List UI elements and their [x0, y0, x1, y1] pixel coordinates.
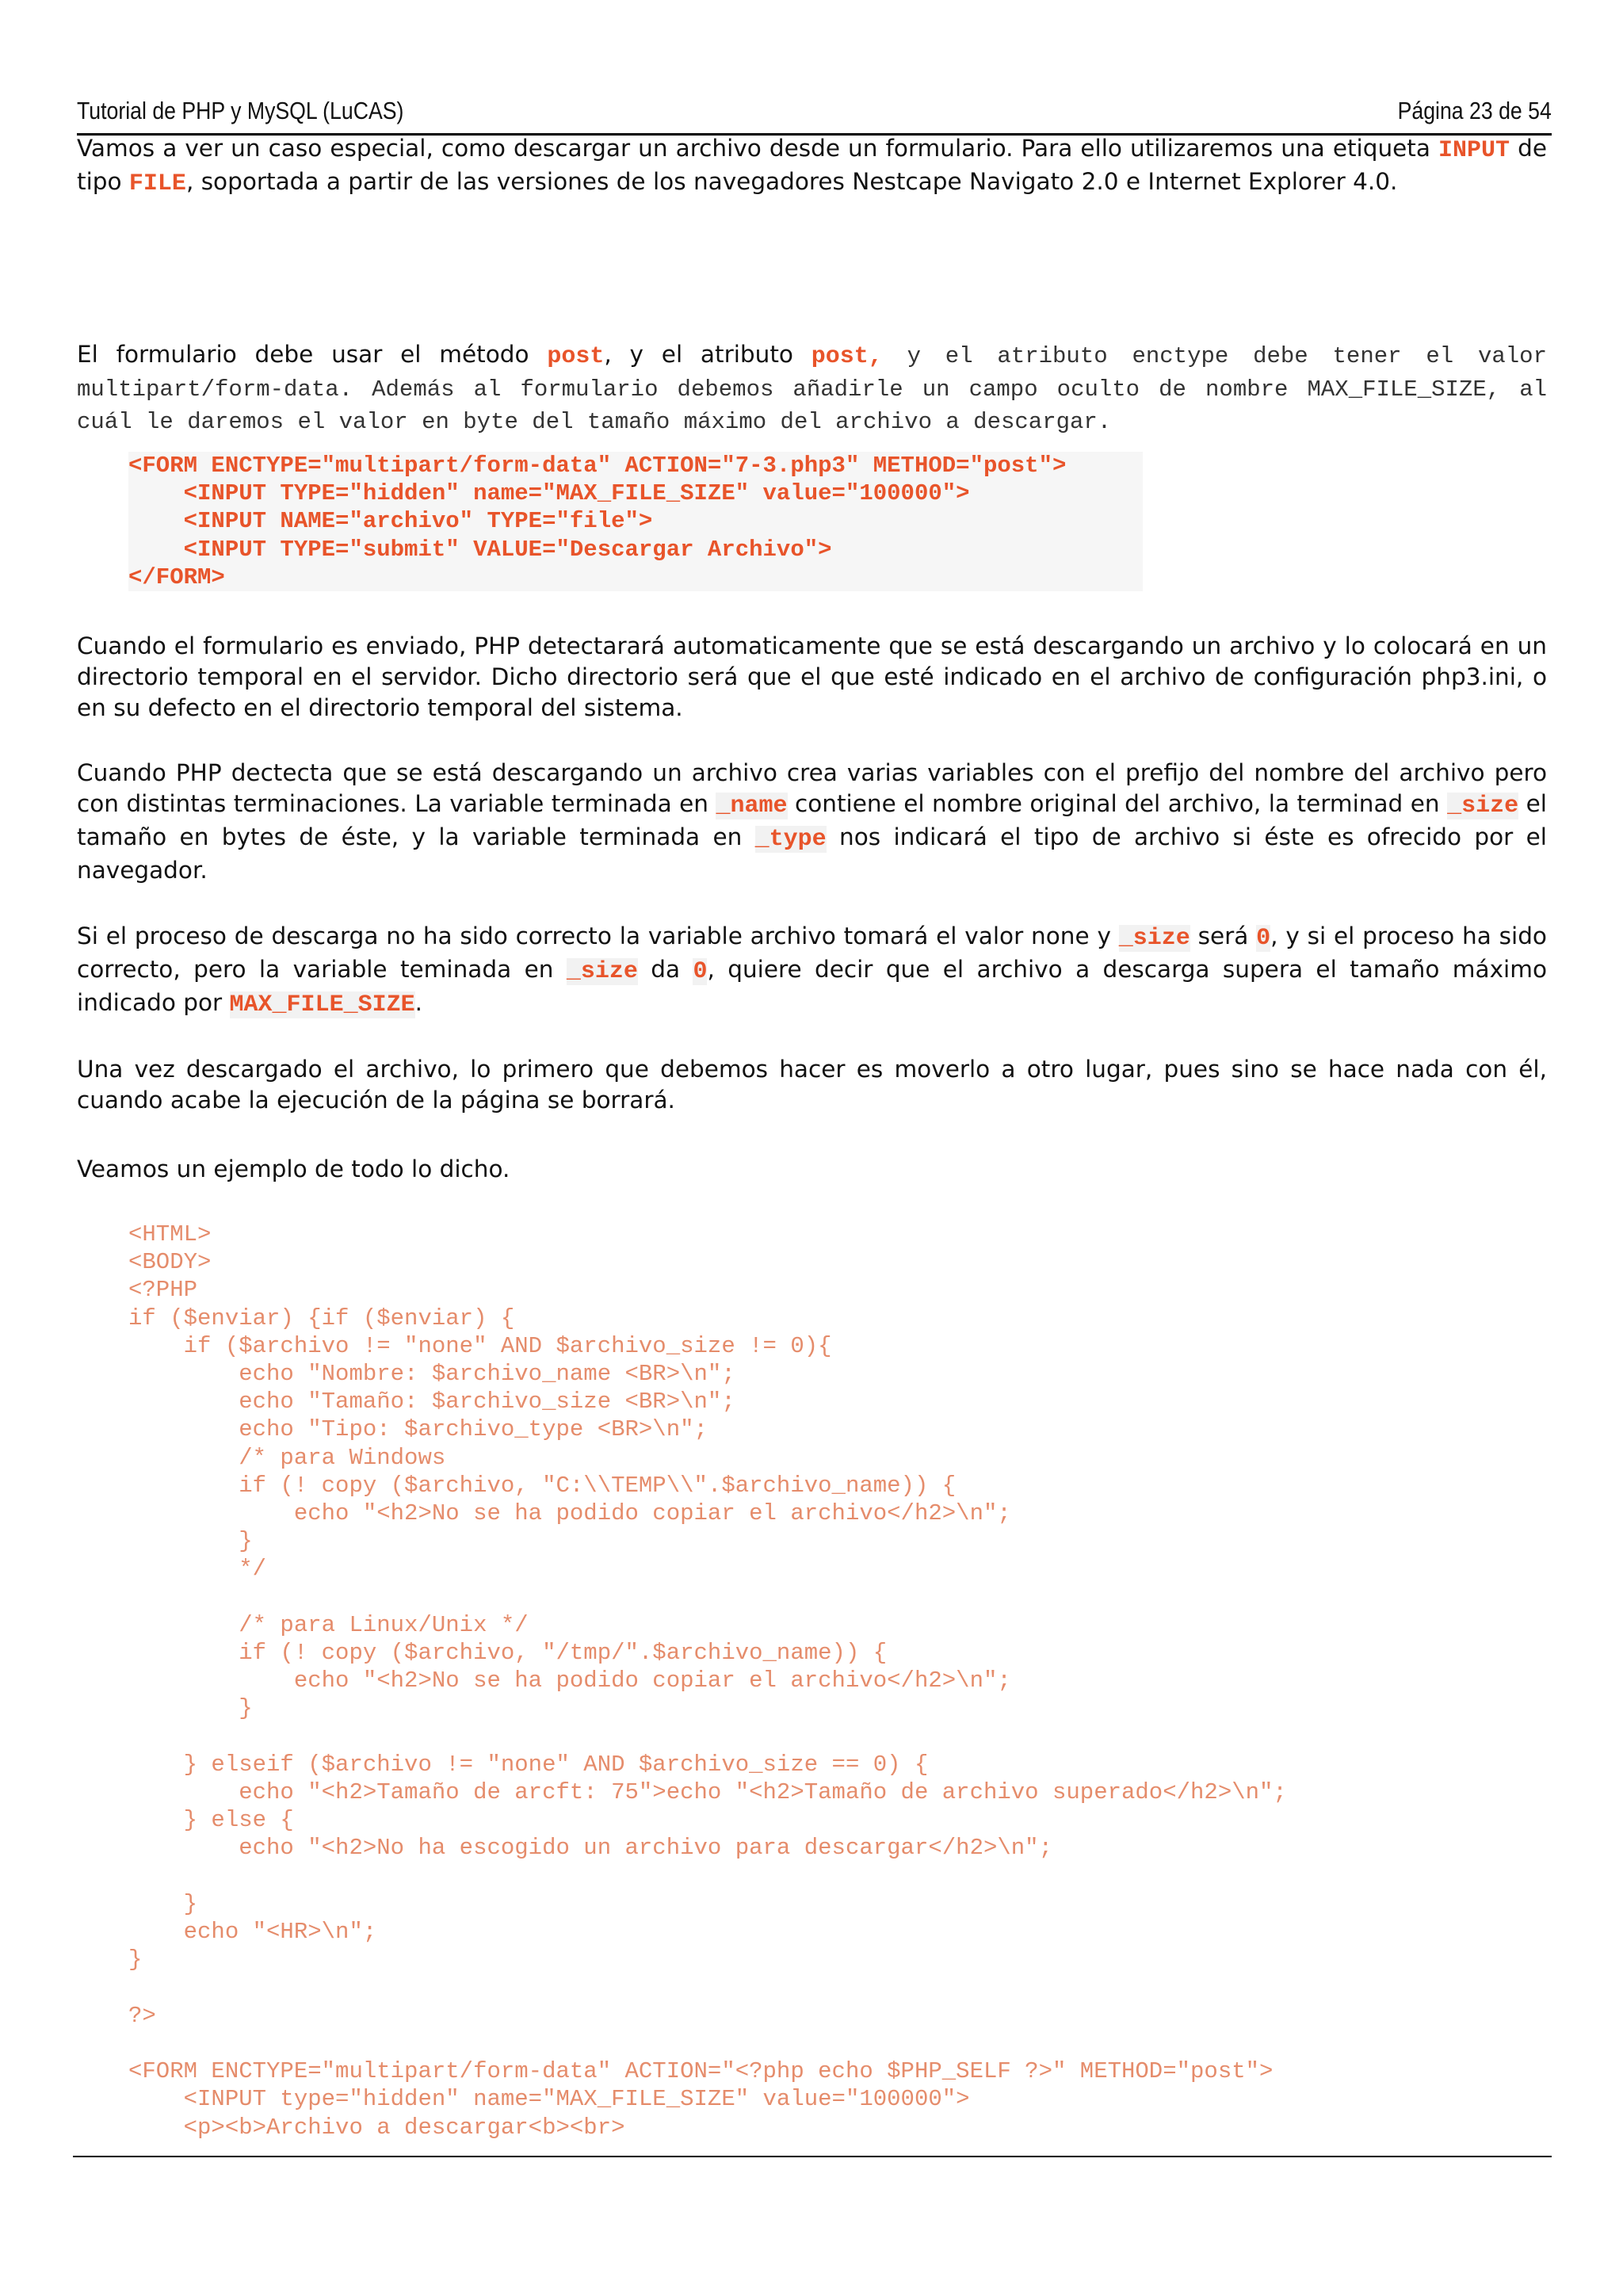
code-line: if ($enviar) {if ($enviar) {: [128, 1305, 515, 1331]
text: El formulario debe usar el método: [77, 341, 548, 368]
code-line: } elseif ($archivo != "none" AND $archivo_size == 0) {: [128, 1751, 929, 1778]
keyword-size: _size: [1118, 925, 1190, 952]
code-line: /* para Windows: [128, 1444, 446, 1471]
mono-text: y el atributo enctype debe tener el valor multipart/form-data. Además al formulario debemos añadirle un campo oculto de nombre MAX_FILE_SIZE, al cuál le daremos el valor en byte del tamaño máximo del archivo a descargar.: [77, 343, 1547, 435]
code-line: <p><b>Archivo a descargar<b><br>: [128, 2114, 625, 2141]
code-line: echo "Nombre: $archivo_name <BR>\n";: [128, 1361, 735, 1388]
keyword-zero: 0: [693, 958, 708, 985]
code-line: /* para Linux/Unix */: [128, 1611, 529, 1638]
code-line: if (! copy ($archivo, "C:\\TEMP\\".$archivo_name)) {: [128, 1472, 957, 1499]
code-line: <FORM ENCTYPE="multipart/form-data" ACTION="<?php echo $PHP_SELF ?>" METHOD="post">: [128, 2058, 1274, 2085]
code-line: */: [128, 1556, 267, 1583]
code-line: [128, 2030, 1547, 2057]
keyword-max-file-size: MAX_FILE_SIZE: [229, 991, 415, 1018]
code-line: <HTML>: [128, 1221, 212, 1247]
paragraph-intro: [77, 133, 1547, 200]
code-line: echo "<h2>No se ha podido copiar el archivo</h2>\n";: [128, 1500, 1011, 1527]
code-line: echo "<h2>Tamaño de arcft: 75">echo "<h2>Tamaño de archivo superado</h2>\n";: [128, 1779, 1287, 1806]
text: Vamos a ver un caso especial, como descargar un archivo desde un formulario. Para ello utilizaremos una etiqueta: [77, 135, 1439, 162]
paragraph-example-intro: Veamos un ejemplo de todo lo dicho.: [77, 1156, 510, 1182]
code-line: <?PHP: [128, 1277, 198, 1304]
code-line: <BODY>: [128, 1249, 212, 1276]
text: Cuando PHP dectecta que se está descargando un archivo crea varias variables con el prefijo del nombre del archivo pero con distintas terminaciones. La variable terminada en: [77, 759, 1547, 817]
code-line: if (! copy ($archivo, "/tmp/".$archivo_name)) {: [128, 1640, 888, 1667]
text: , y el atributo: [604, 341, 812, 368]
code-block-form: [128, 452, 1143, 591]
code-line: [128, 1973, 1547, 2001]
page-header: [77, 94, 1552, 136]
code-line: echo "<h2>No ha escogido un archivo para descargar</h2>\n";: [128, 1835, 1052, 1862]
code-line: [128, 1584, 1547, 1611]
code-line: echo "Tamaño: $archivo_size <BR>\n";: [128, 1389, 735, 1415]
keyword-zero: 0: [1256, 925, 1271, 952]
keyword-file: FILE: [128, 170, 186, 197]
paragraph-variables: [77, 758, 1547, 886]
code-line: }: [128, 1946, 143, 1973]
code-block-example: [128, 1221, 1547, 2141]
code-line: <INPUT TYPE="hidden" name="MAX_FILE_SIZE" value="100000">: [128, 480, 970, 507]
text: .: [414, 989, 422, 1016]
code-line: <FORM ENCTYPE="multipart/form-data" ACTION="7-3.php3" METHOD="post">: [128, 453, 1067, 479]
header-title: Tutorial de PHP y MySQL (LuCAS): [77, 97, 404, 124]
text: Si el proceso de descarga no ha sido correcto la variable archivo tomará el valor none y: [77, 923, 1119, 949]
keyword-post-attr: post,: [811, 343, 883, 370]
code-line: }: [128, 1695, 253, 1722]
keyword-size: _size: [566, 958, 638, 985]
header-page-number: Página 23 de 54: [1397, 97, 1552, 124]
code-line: } else {: [128, 1807, 294, 1834]
code-line: <INPUT TYPE="submit" VALUE="Descargar Archivo">: [128, 536, 832, 563]
code-line: [128, 1723, 1547, 1751]
code-line: ?>: [128, 2002, 156, 2029]
paragraph-errors: [77, 921, 1547, 1021]
text: nos indicará el tipo de archivo si éste es ofrecido por el navegador.: [77, 823, 1547, 884]
paragraph-form-method: [77, 339, 1547, 437]
footer-rule: [73, 2156, 1552, 2157]
text: el tamaño en bytes de éste, y la variable terminada en: [77, 790, 1547, 850]
keyword-input: INPUT: [1438, 137, 1510, 164]
text: , y si el proceso ha sido correcto, pero la variable teminada en: [77, 923, 1547, 983]
keyword-post: post: [547, 343, 605, 370]
code-line: <INPUT type="hidden" name="MAX_FILE_SIZE" value="100000">: [128, 2086, 970, 2113]
code-line: echo "<h2>No se ha podido copiar el archivo</h2>\n";: [128, 1668, 1011, 1694]
code-line: </FORM>: [128, 563, 225, 590]
text: será: [1190, 923, 1257, 949]
code-line: echo "<HR>\n";: [128, 1919, 377, 1946]
paragraph-upload-temp: Cuando el formulario es enviado, PHP detectarará automaticamente que se está descargando un archivo y lo colocará en un directorio temporal en el servidor. Dicho directorio será que el que esté indicado en el archivo de configuración php3.ini, o en su defecto en el directorio temporal del sistema.: [77, 632, 1547, 721]
code-line: }: [128, 1890, 198, 1917]
text: de tipo: [77, 135, 1547, 195]
text: , quiere decir que el archivo a descarga supera el tamaño máximo indicado por: [77, 956, 1548, 1016]
text: da: [637, 956, 693, 983]
keyword-size: _size: [1447, 793, 1519, 819]
text: , soportada a partir de las versiones de los navegadores Nestcape Navigato 2.0 e Internet Explorer 4.0.: [185, 168, 1398, 195]
code-line: if ($archivo != "none" AND $archivo_size != 0){: [128, 1332, 832, 1359]
code-line: echo "Tipo: $archivo_type <BR>\n";: [128, 1416, 708, 1443]
code-line: [128, 1862, 1547, 1890]
keyword-name: _name: [716, 793, 788, 819]
keyword-type: _type: [754, 826, 827, 853]
code-line: <INPUT NAME="archivo" TYPE="file">: [128, 508, 653, 535]
code-line: }: [128, 1528, 253, 1555]
paragraph-move-file: Una vez descargado el archivo, lo primero que debemos hacer es moverlo a otro lugar, pues sino se hace nada con él, cuando acabe la ejecución de la página se borrará.: [77, 1056, 1547, 1114]
text: contiene el nombre original del archivo, la terminad en: [787, 790, 1448, 817]
